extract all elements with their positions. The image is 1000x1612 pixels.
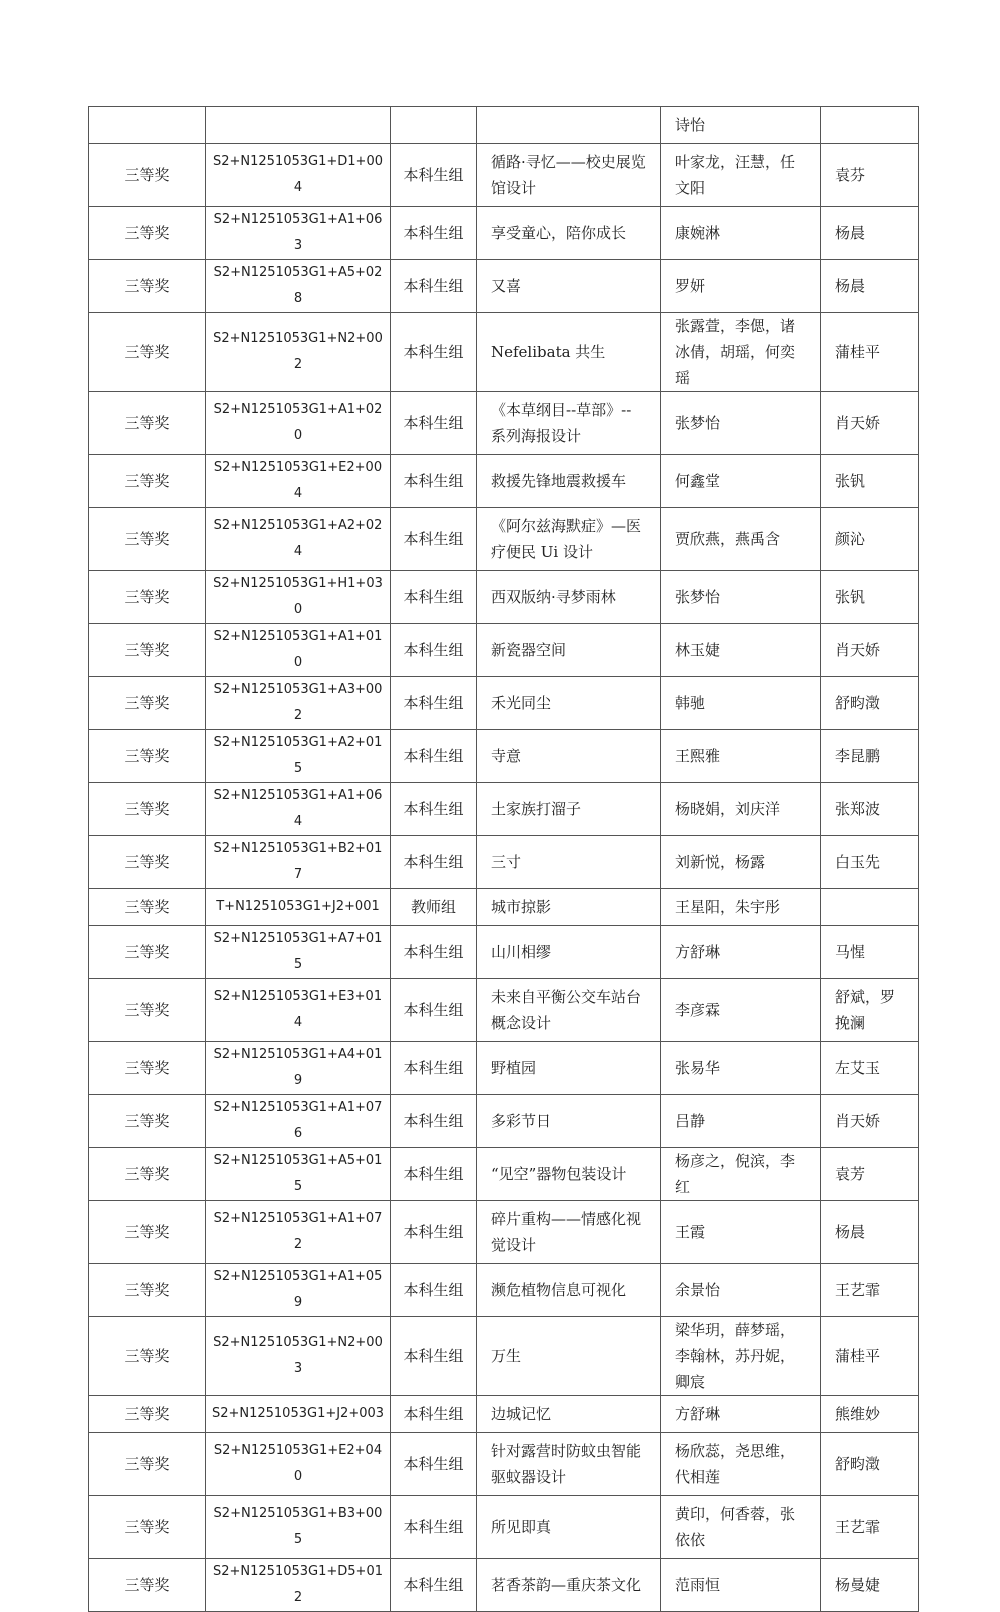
authors-cell: 李彦霖 [661,979,821,1042]
work-title-cell: 城市掠影 [477,889,661,926]
table-row [89,979,919,1042]
advisor-cell: 肖天娇 [821,624,919,677]
advisor-cell: 张钒 [821,455,919,508]
authors-cell: 方舒琳 [661,1396,821,1433]
work-title-cell: “见空”器物包装设计 [477,1148,661,1201]
authors-cell: 张易华 [661,1042,821,1095]
award-level-cell: 三等奖 [89,392,206,455]
entry-code-cell: S2+N1251053G1+E2+004 [206,455,391,508]
group-cell: 本科生组 [391,1201,477,1264]
authors-cell: 张露萱，李偲，诸冰倩，胡瑶，何奕瑶 [661,313,821,392]
award-level-cell: 三等奖 [89,836,206,889]
work-title-cell: 未来自平衡公交车站台概念设计 [477,979,661,1042]
award-level-cell: 三等奖 [89,1201,206,1264]
work-title-cell: 针对露营时防蚊虫智能驱蚊器设计 [477,1433,661,1496]
group-cell: 本科生组 [391,677,477,730]
table-row [89,1433,919,1496]
work-title-cell: 边城记忆 [477,1396,661,1433]
group-cell: 本科生组 [391,207,477,260]
table-row [89,107,919,144]
table-row [89,392,919,455]
group-cell: 本科生组 [391,926,477,979]
entry-code-cell: S2+N1251053G1+A1+020 [206,392,391,455]
entry-code-cell: S2+N1251053G1+A3+002 [206,677,391,730]
advisor-cell: 肖天娇 [821,392,919,455]
authors-cell: 方舒琳 [661,926,821,979]
group-cell: 本科生组 [391,624,477,677]
table-row [89,1559,919,1612]
authors-cell: 王霞 [661,1201,821,1264]
work-title-cell: 救援先锋地震救援车 [477,455,661,508]
group-cell: 本科生组 [391,392,477,455]
group-cell: 本科生组 [391,730,477,783]
work-title-cell: 循路·寻忆——校史展览馆设计 [477,144,661,207]
work-title-cell: 濒危植物信息可视化 [477,1264,661,1317]
award-level-cell: 三等奖 [89,1148,206,1201]
advisor-cell: 王艺霏 [821,1264,919,1317]
authors-cell: 王熙雅 [661,730,821,783]
group-cell: 本科生组 [391,508,477,571]
table-row [89,260,919,313]
advisor-cell: 马惺 [821,926,919,979]
table-row [89,836,919,889]
entry-code-cell: S2+N1251053G1+A7+015 [206,926,391,979]
group-cell: 本科生组 [391,836,477,889]
work-title-cell: 茗香茶韵—重庆茶文化 [477,1559,661,1612]
entry-code-cell [206,107,391,144]
award-level-cell: 三等奖 [89,455,206,508]
group-cell: 本科生组 [391,1042,477,1095]
authors-cell: 黄印，何香蓉，张依依 [661,1496,821,1559]
advisor-cell: 舒畇澂 [821,677,919,730]
table-row [89,207,919,260]
advisor-cell: 李昆鹏 [821,730,919,783]
entry-code-cell: T+N1251053G1+J2+001 [206,889,391,926]
entry-code-cell: S2+N1251053G1+A2+015 [206,730,391,783]
work-title-cell: 山川相缪 [477,926,661,979]
advisor-cell: 白玉先 [821,836,919,889]
table-row [89,508,919,571]
table-row [89,1496,919,1559]
award-level-cell: 三等奖 [89,508,206,571]
table-row [89,1042,919,1095]
authors-cell: 王星阳，朱宇彤 [661,889,821,926]
award-level-cell: 三等奖 [89,979,206,1042]
advisor-cell: 蒲桂平 [821,313,919,392]
work-title-cell: 又喜 [477,260,661,313]
authors-cell: 杨欣蕊，尧思维，代相莲 [661,1433,821,1496]
table-row [89,1095,919,1148]
advisor-cell: 颜沁 [821,508,919,571]
work-title-cell: 禾光同尘 [477,677,661,730]
authors-cell: 韩驰 [661,677,821,730]
award-level-cell: 三等奖 [89,889,206,926]
group-cell: 本科生组 [391,455,477,508]
authors-cell: 范雨恒 [661,1559,821,1612]
award-level-cell: 三等奖 [89,1496,206,1559]
award-level-cell: 三等奖 [89,1559,206,1612]
group-cell: 本科生组 [391,1396,477,1433]
authors-cell: 诗怡 [661,107,821,144]
work-title-cell: 野植园 [477,1042,661,1095]
group-cell: 本科生组 [391,571,477,624]
work-title-cell: 《本草纲目--草部》--系列海报设计 [477,392,661,455]
authors-cell: 叶家龙，汪慧，任文阳 [661,144,821,207]
table-row [89,1396,919,1433]
advisor-cell: 肖天娇 [821,1095,919,1148]
group-cell: 本科生组 [391,144,477,207]
group-cell: 本科生组 [391,1496,477,1559]
advisor-cell: 舒畇澂 [821,1433,919,1496]
entry-code-cell: S2+N1251053G1+A1+072 [206,1201,391,1264]
advisor-cell: 袁芳 [821,1148,919,1201]
award-level-cell: 三等奖 [89,624,206,677]
award-level-cell: 三等奖 [89,677,206,730]
group-cell: 本科生组 [391,260,477,313]
award-level-cell: 三等奖 [89,207,206,260]
table-row [89,1148,919,1201]
work-title-cell: 所见即真 [477,1496,661,1559]
table-row [89,624,919,677]
table-row [89,455,919,508]
authors-cell: 刘新悦，杨露 [661,836,821,889]
entry-code-cell: S2+N1251053G1+A5+028 [206,260,391,313]
award-level-cell: 三等奖 [89,144,206,207]
advisor-cell: 杨曼婕 [821,1559,919,1612]
entry-code-cell: S2+N1251053G1+A1+064 [206,783,391,836]
entry-code-cell: S2+N1251053G1+A1+010 [206,624,391,677]
award-level-cell: 三等奖 [89,260,206,313]
work-title-cell: 西双版纳·寻梦雨林 [477,571,661,624]
entry-code-cell: S2+N1251053G1+N2+002 [206,313,391,392]
advisor-cell: 杨晨 [821,260,919,313]
table-row [89,1264,919,1317]
award-level-cell: 三等奖 [89,313,206,392]
advisor-cell: 左艾玉 [821,1042,919,1095]
group-cell: 本科生组 [391,1264,477,1317]
authors-cell: 张梦怡 [661,392,821,455]
authors-cell: 罗妍 [661,260,821,313]
table-row [89,313,919,392]
work-title-cell: 享受童心，陪你成长 [477,207,661,260]
award-level-cell: 三等奖 [89,1042,206,1095]
advisor-cell: 熊维妙 [821,1396,919,1433]
work-title-cell: 《阿尔兹海默症》—医疗便民 Ui 设计 [477,508,661,571]
award-level-cell: 三等奖 [89,1396,206,1433]
entry-code-cell: S2+N1251053G1+A1+076 [206,1095,391,1148]
authors-cell: 何鑫堂 [661,455,821,508]
award-table-body [89,107,919,1612]
table-row [89,889,919,926]
table-row [89,783,919,836]
advisor-cell: 杨晨 [821,207,919,260]
award-level-cell: 三等奖 [89,730,206,783]
entry-code-cell: S2+N1251053G1+A4+019 [206,1042,391,1095]
entry-code-cell: S2+N1251053G1+N2+003 [206,1317,391,1396]
award-level-cell: 三等奖 [89,783,206,836]
entry-code-cell: S2+N1251053G1+B3+005 [206,1496,391,1559]
group-cell: 本科生组 [391,1433,477,1496]
entry-code-cell: S2+N1251053G1+J2+003 [206,1396,391,1433]
table-row [89,571,919,624]
work-title-cell: 万生 [477,1317,661,1396]
authors-cell: 梁华玥，薛梦瑶，李翰林，苏丹妮，卿宸 [661,1317,821,1396]
advisor-cell [821,889,919,926]
award-level-cell: 三等奖 [89,1264,206,1317]
advisor-cell [821,107,919,144]
entry-code-cell: S2+N1251053G1+E2+040 [206,1433,391,1496]
authors-cell: 杨晓娟，刘庆洋 [661,783,821,836]
table-row [89,926,919,979]
authors-cell: 张梦怡 [661,571,821,624]
award-table [88,106,919,1612]
entry-code-cell: S2+N1251053G1+A2+024 [206,508,391,571]
work-title-cell: 碎片重构——情感化视觉设计 [477,1201,661,1264]
group-cell: 本科生组 [391,1095,477,1148]
table-row [89,1317,919,1396]
advisor-cell: 杨晨 [821,1201,919,1264]
award-level-cell: 三等奖 [89,1317,206,1396]
group-cell: 本科生组 [391,1317,477,1396]
authors-cell: 林玉婕 [661,624,821,677]
group-cell [391,107,477,144]
work-title-cell: 土家族打溜子 [477,783,661,836]
table-row [89,1201,919,1264]
entry-code-cell: S2+N1251053G1+E3+014 [206,979,391,1042]
award-level-cell: 三等奖 [89,1095,206,1148]
authors-cell: 康婉淋 [661,207,821,260]
entry-code-cell: S2+N1251053G1+D5+012 [206,1559,391,1612]
work-title-cell: Nefelibata 共生 [477,313,661,392]
advisor-cell: 张钒 [821,571,919,624]
group-cell: 本科生组 [391,1148,477,1201]
entry-code-cell: S2+N1251053G1+B2+017 [206,836,391,889]
advisor-cell: 王艺霏 [821,1496,919,1559]
authors-cell: 贾欣燕，燕禹含 [661,508,821,571]
authors-cell: 吕静 [661,1095,821,1148]
work-title-cell: 寺意 [477,730,661,783]
entry-code-cell: S2+N1251053G1+D1+004 [206,144,391,207]
entry-code-cell: S2+N1251053G1+H1+030 [206,571,391,624]
group-cell: 教师组 [391,889,477,926]
table-row [89,144,919,207]
advisor-cell: 蒲桂平 [821,1317,919,1396]
award-level-cell [89,107,206,144]
entry-code-cell: S2+N1251053G1+A5+015 [206,1148,391,1201]
work-title-cell: 新瓷器空间 [477,624,661,677]
group-cell: 本科生组 [391,979,477,1042]
entry-code-cell: S2+N1251053G1+A1+059 [206,1264,391,1317]
work-title-cell: 多彩节日 [477,1095,661,1148]
award-level-cell: 三等奖 [89,571,206,624]
entry-code-cell: S2+N1251053G1+A1+063 [206,207,391,260]
work-title-cell: 三寸 [477,836,661,889]
group-cell: 本科生组 [391,313,477,392]
award-level-cell: 三等奖 [89,926,206,979]
advisor-cell: 舒斌，罗挽澜 [821,979,919,1042]
advisor-cell: 张郑波 [821,783,919,836]
group-cell: 本科生组 [391,1559,477,1612]
group-cell: 本科生组 [391,783,477,836]
table-row [89,677,919,730]
award-level-cell: 三等奖 [89,1433,206,1496]
advisor-cell: 袁芬 [821,144,919,207]
table-row [89,730,919,783]
authors-cell: 余景怡 [661,1264,821,1317]
authors-cell: 杨彦之，倪滨，李红 [661,1148,821,1201]
work-title-cell [477,107,661,144]
